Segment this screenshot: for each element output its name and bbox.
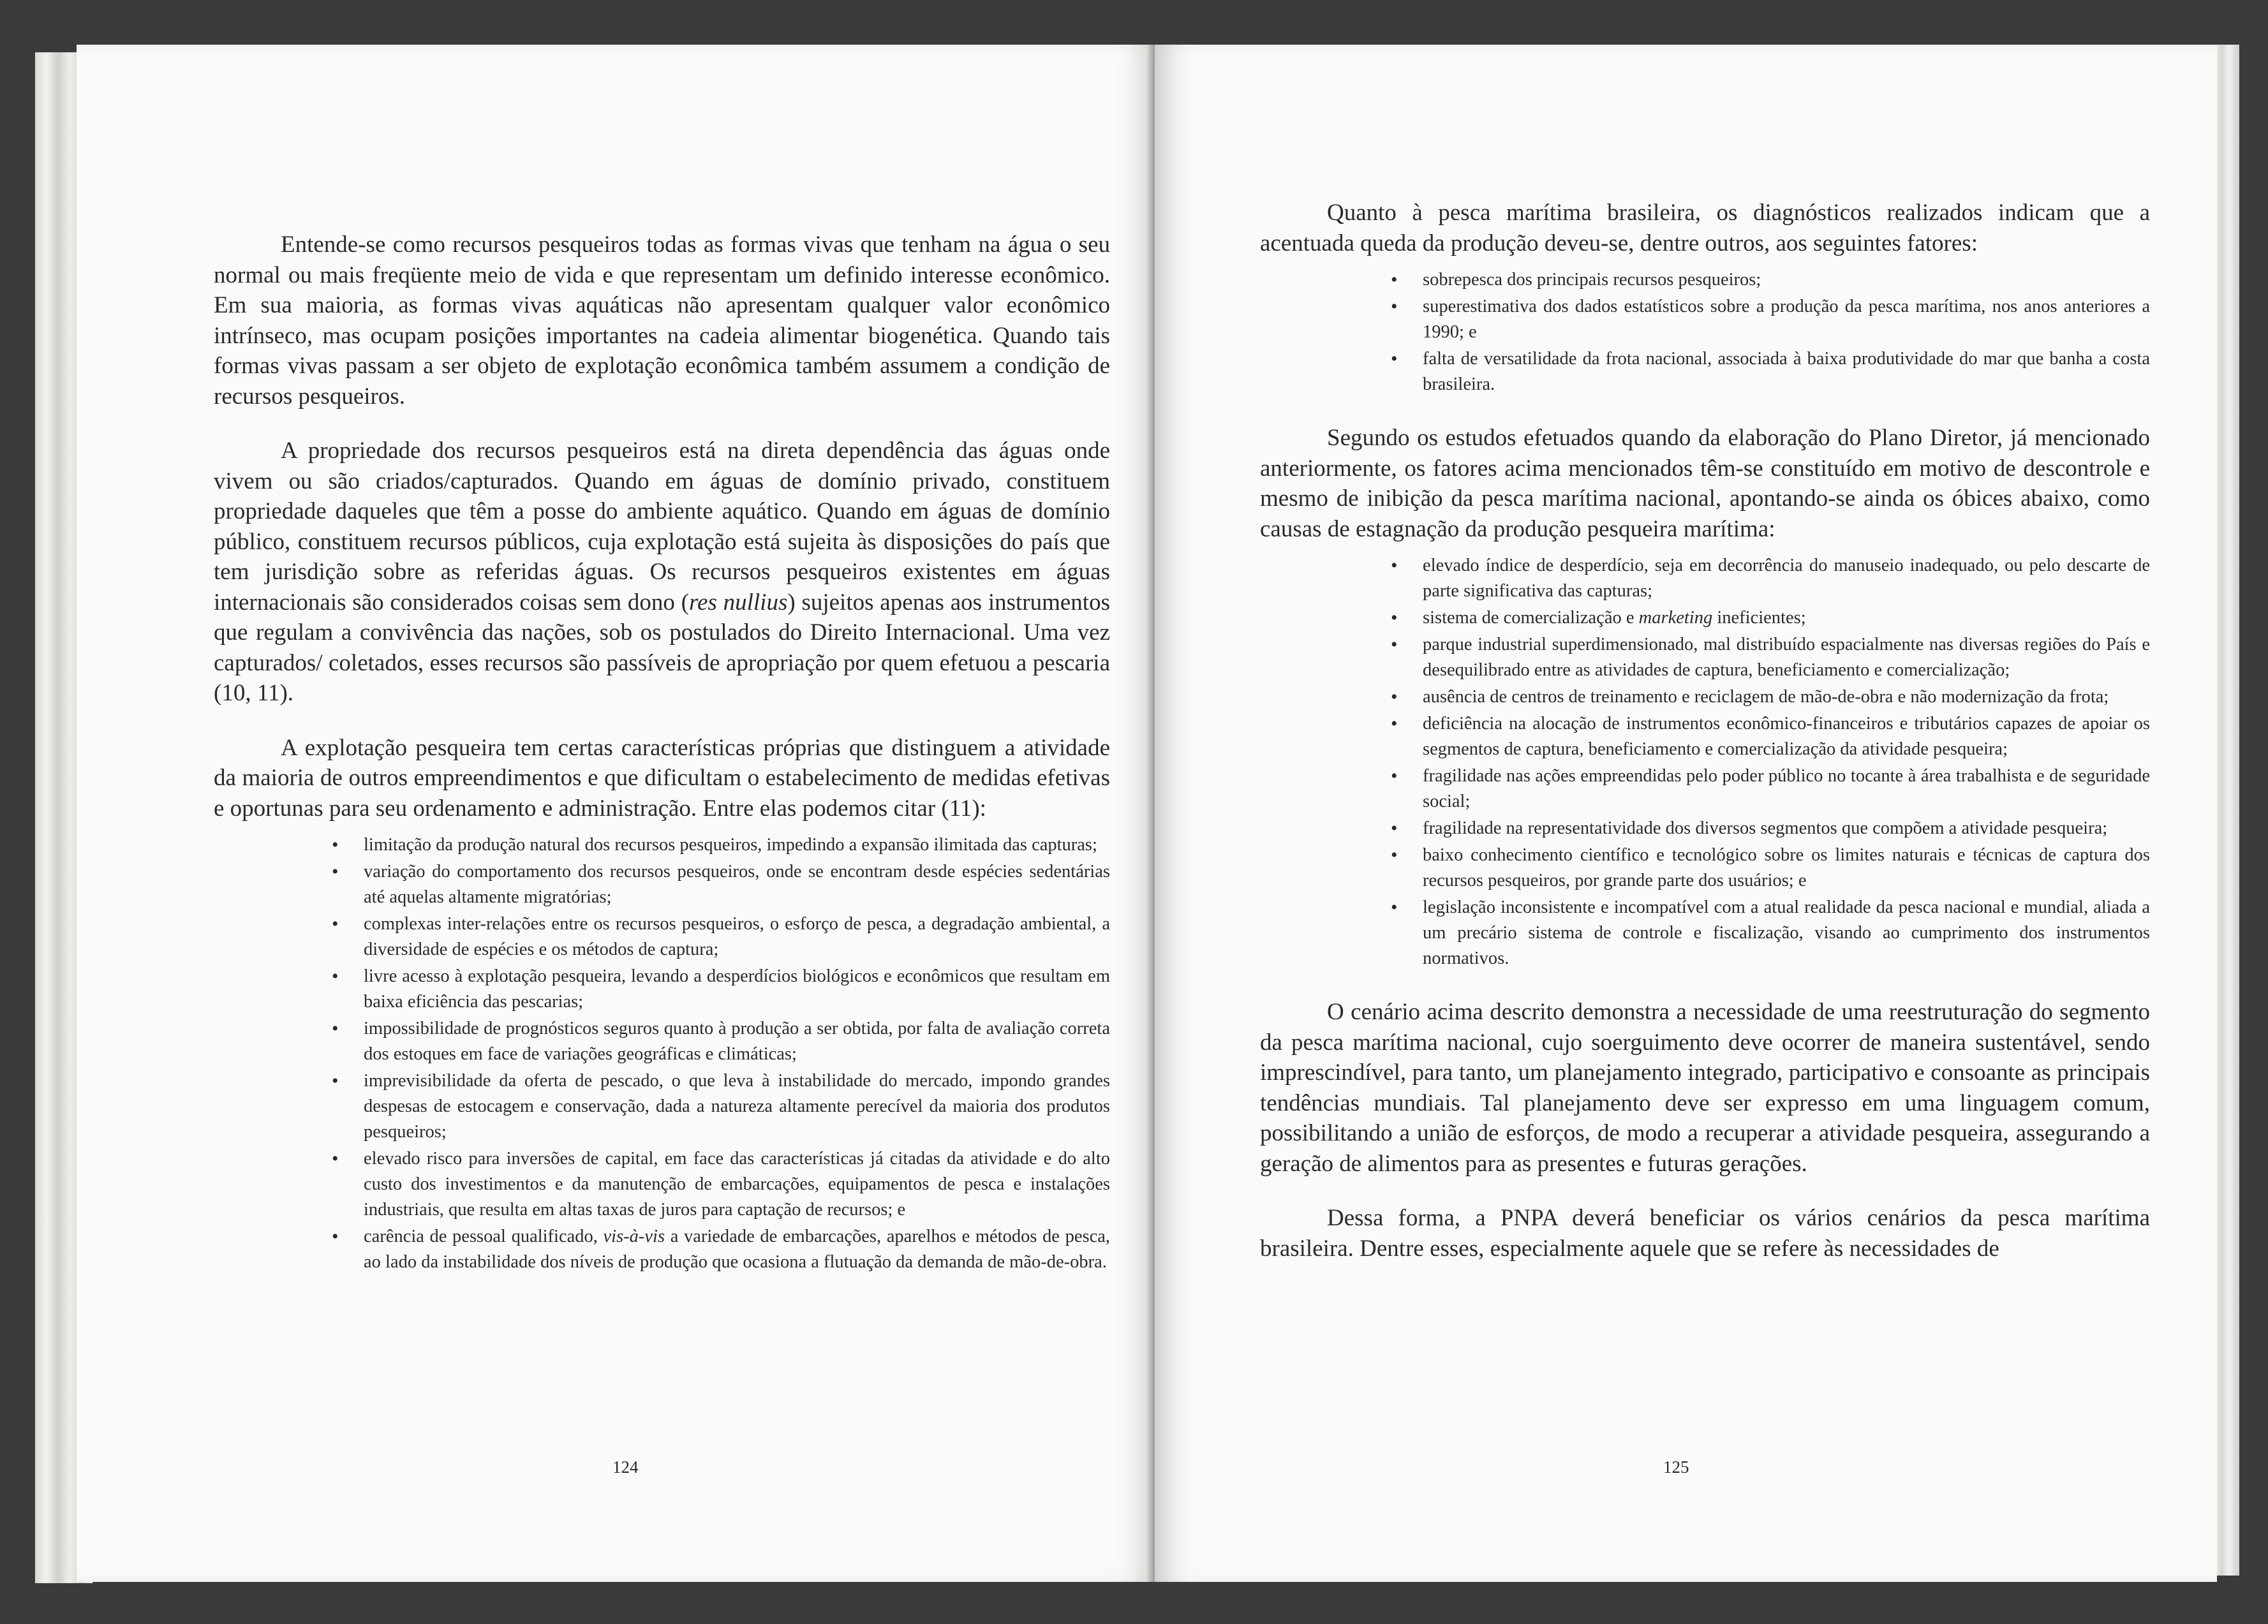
list-item: • superestimativa dos dados estatísticos sobre a produção da pesca marítima, nos anos anteriores a 1990; e: [1423, 294, 2150, 345]
obstacles-list: [1260, 553, 2150, 971]
list-item: • sistema de comercialização e marketing ineficientes;: [1423, 605, 2150, 631]
right-page: [1155, 45, 2217, 1582]
bullet-icon: •: [332, 1226, 339, 1247]
bullet-icon: •: [1391, 555, 1398, 576]
list-item: • livre acesso à explotação pesqueira, levando a desperdícios biológicos e econômicos que resultam em baixa eficiência das pescarias;: [364, 964, 1110, 1015]
list-item: • imprevisibilidade da oferta de pescado, o que leva à instabilidade do mercado, impondo grandes despesas de estocagem e conservação, dada a natureza altamente perecível da maioria dos produtos pesqueiros;: [364, 1068, 1110, 1145]
left-page: [77, 45, 1155, 1582]
factors-list: [1260, 267, 2150, 397]
list-item: • baixo conhecimento científico e tecnológico sobre os limites naturais e técnicas de captura dos recursos pesqueiros, por grande parte dos usuários; e: [1423, 843, 2150, 894]
list-item: • elevado índice de desperdício, seja em decorrência do manuseio inadequado, ou pelo descarte de parte significativa das capturas;: [1423, 553, 2150, 604]
list-item: • sobrepesca dos principais recursos pesqueiros;: [1423, 267, 2150, 293]
page-number: 124: [612, 1458, 639, 1477]
list-item: • impossibilidade de prognósticos seguros quanto à produção a ser obtida, por falta de avaliação correta dos estoques em face de variações geográficas e climáticas;: [364, 1016, 1110, 1067]
paragraph-cenario: O cenário acima descrito demonstra a necessidade de uma reestruturação do segmento da pesca marítima nacional, cujo soerguimento deve ocorrer de maneira sustentável, sendo imprescindível, para tanto, um planejamento integrado, participativo e consoante as principais tendências mundiais. Tal planejamento deve ser expresso em uma linguagem comum, possibilitando a união de esforços, de modo a recuperar a atividade pesqueira, assegurando a geração de alimentos para as presentes e futuras gerações.: [1260, 999, 2150, 1177]
list-item: • fragilidade nas ações empreendidas pelo poder público no tocante à área trabalhista e de seguridade social;: [1423, 764, 2150, 815]
list-item: • deficiência na alocação de instrumentos econômico-financeiros e tributários capazes de apoiar os segmentos de captura, beneficiamento e comercialização da atividade pesqueira;: [1423, 711, 2150, 762]
vis-a-vis-italic: vis-à-vis: [603, 1227, 665, 1246]
bullet-icon: •: [332, 913, 339, 934]
list-item: • elevado risco para inversões de capital, em face das características já citadas da atividade e do alto custo dos investimentos e da manutenção de embarcações, equipamentos de pesca e instalações industriais, que resulta em altas taxas de juros para captação de recursos; e: [364, 1146, 1110, 1223]
list-item: • fragilidade na representatividade dos diversos segmentos que compõem a atividade pesqueira;: [1423, 816, 2150, 841]
list-item: • carência de pessoal qualificado, vis-à-vis a variedade de embarcações, aparelhos e métodos de pesca, ao lado da instabilidade dos níveis de produção que ocasiona a flutuação da demanda de mão-de-obra.: [364, 1224, 1110, 1275]
paragraph-pesca-maritima: Quanto à pesca marítima brasileira, os diagnósticos realizados indicam que a acentuada queda da produção deveu-se, dentre outros, aos seguintes fatores:: [1260, 200, 2150, 256]
paragraph-plano-diretor: Segundo os estudos efetuados quando da elaboração do Plano Diretor, já mencionado anteriormente, os fatores acima mencionados têm-se constituído em motivo de descontrole e mesmo de inibição da pesca marítima nacional, apontando-se ainda os óbices abaixo, como causas de estagnação da produção pesqueira marítima:: [1260, 425, 2150, 542]
bullet-icon: •: [1391, 713, 1398, 734]
paragraph-recursos-definicao: Entende-se como recursos pesqueiros todas as formas vivas que tenham na água o seu normal ou mais freqüente meio de vida e que representam um definido interesse econômico. Em sua maioria, as formas vivas aquáticas não apresentam qualquer valor econômico intrínseco, mas ocupam posições importantes na cadeia alimentar biogenética. Quando tais formas vivas passam a ser objeto de explotação econômica também assumem a condição de recursos pesqueiros.: [214, 232, 1110, 410]
bullet-icon: •: [332, 966, 339, 987]
bullet-icon: •: [1391, 607, 1398, 628]
bullet-icon: •: [1391, 634, 1398, 655]
bullet-icon: •: [1391, 296, 1398, 317]
bullet-icon: •: [1391, 269, 1398, 290]
characteristics-list: [214, 832, 1110, 1275]
left-page-text: [214, 230, 1110, 1301]
list-item: • limitação da produção natural dos recursos pesqueiros, impedindo a expansão ilimitada das capturas;: [364, 832, 1110, 858]
bullet-icon: •: [332, 861, 339, 882]
bullet-icon: •: [1391, 765, 1398, 786]
bullet-icon: •: [1391, 348, 1398, 369]
book-page-edges-right: [2214, 45, 2239, 1576]
bullet-icon: •: [332, 1070, 339, 1091]
list-item: • ausência de centros de treinamento e reciclagem de mão-de-obra e não modernização da frota;: [1423, 684, 2150, 710]
paragraph-propriedade: A propriedade dos recursos pesqueiros está na direta dependência das águas onde vivem ou são criados/capturados. Quando em águas de domínio privado, constituem propriedade daqueles que têm a posse do ambiente aquático. Quando em águas de domínio público, constituem recursos públicos, cuja explotação está sujeita às disposições do país que tem jurisdição sobre as referidas águas. Os recursos pesqueiros existentes em águas internacionais são considerados coisas sem dono (res nullius) sujeitos apenas aos instrumentos que regulam a convivência das nações, sob os postulados do Direito Internacional. Uma vez capturados/ coletados, esses recursos são passíveis de apropriação por quem efetuou a pescaria (10, 11).: [214, 438, 1110, 706]
paragraph-pnpa: Dessa forma, a PNPA deverá beneficiar os vários cenários da pesca marítima brasileira. Dentre esses, especialmente aquele que se refere às necessidades de: [1260, 1205, 2150, 1262]
list-item: • variação do comportamento dos recursos pesqueiros, onde se encontram desde espécies sedentárias até aquelas altamente migratórias;: [364, 859, 1110, 910]
page-number: 125: [1663, 1458, 1689, 1477]
bullet-icon: •: [1391, 845, 1398, 866]
right-page-text: [1260, 198, 2150, 1288]
list-item: • falta de versatilidade da frota nacional, associada à baixa produtividade do mar que banha a costa brasileira.: [1423, 346, 2150, 397]
bullet-icon: •: [1391, 818, 1398, 839]
list-item: • legislação inconsistente e incompatível com a atual realidade da pesca nacional e mundial, aliada a um precário sistema de controle e fiscalização, visando ao cumprimento dos instrumentos normativos.: [1423, 895, 2150, 971]
bullet-icon: •: [1391, 686, 1398, 707]
paragraph-explotacao: A explotação pesqueira tem certas características próprias que distinguem a atividade da maioria de outros empreendimentos e que dificultam o estabelecimento de medidas efetivas e oportunas para seu ordenamento e administração. Entre elas podemos citar (11):: [214, 734, 1110, 822]
list-item: • complexas inter-relações entre os recursos pesqueiros, o esforço de pesca, a degradação ambiental, a diversidade de espécies e os métodos de captura;: [364, 912, 1110, 963]
bullet-icon: •: [1391, 897, 1398, 918]
res-nullius-italic: res nullius: [689, 589, 788, 616]
list-item: • parque industrial superdimensionado, mal distribuído espacialmente nas diversas regiões do País e desequilibrado entre as atividades de captura, beneficiamento e comercialização;: [1423, 632, 2150, 683]
bullet-icon: •: [332, 1018, 339, 1039]
bullet-icon: •: [332, 1148, 339, 1169]
marketing-italic: marketing: [1638, 608, 1713, 628]
bullet-icon: •: [332, 834, 339, 855]
